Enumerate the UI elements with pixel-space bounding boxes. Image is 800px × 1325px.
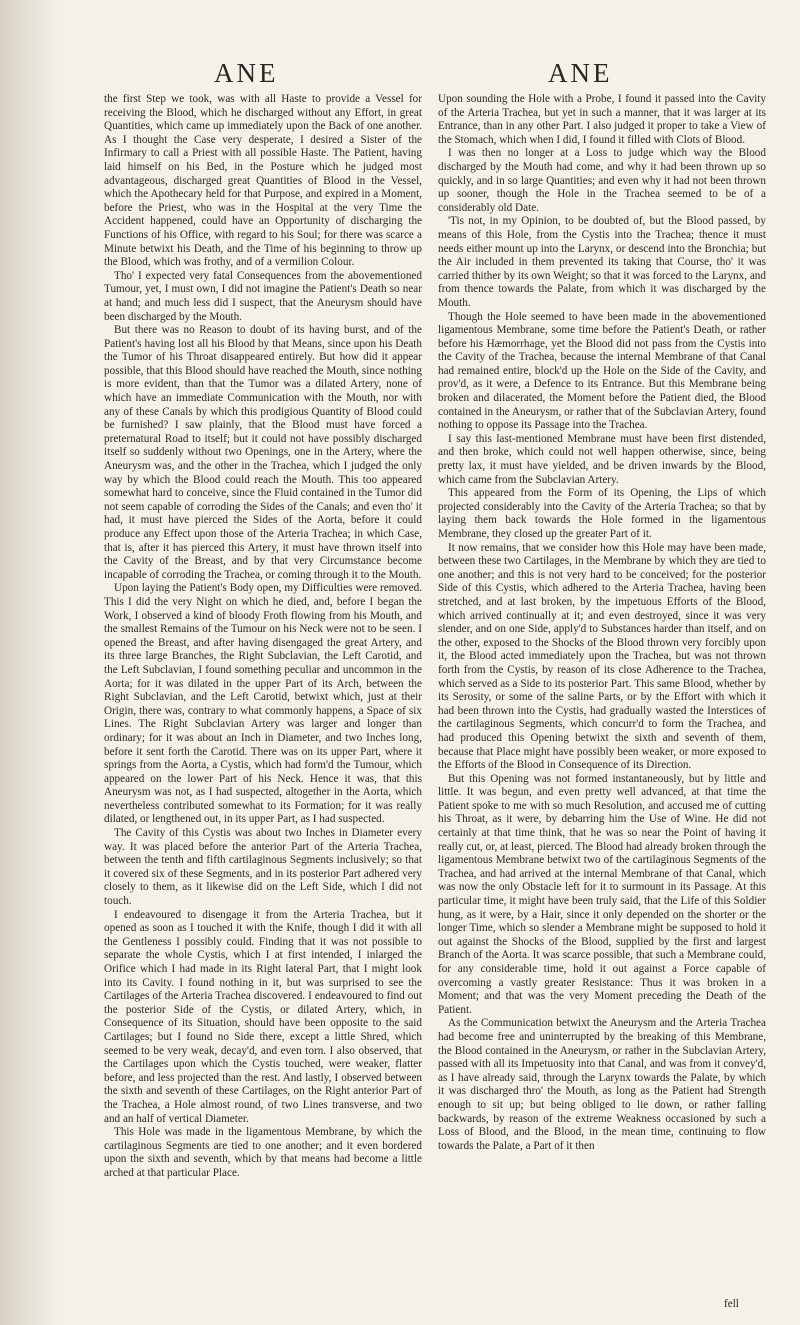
paragraph: But there was no Reason to doubt of its having burst, and of the Patient's having lost all his Blood by that Means, since upon his Death the Tumor of his Throat disappeared entirely. But how did it appear possible, that this Blood should have reached the Mouth, since nothing is more evident, than that the Tumor was a dilated Artery, none of which have an immediate Communication with the Mouth, nor with any of these Canals by which this prodigious Quantity of Blood could be furnished? I saw plainly, that the Blood must have forced a preternatural Road to itself; but it could not have possibly discharged itself so suddenly without two Openings, one in the Artery, where the Aneurysm was, and the other in the Trachea, which I judged the only way by which the Blood could reach the Mouth. This too appeared somewhat hard to conceive, since the Fluid contained in the Tumor did not seem capable of corroding the Sides of the Canals; and even tho' it had, it must have pierced the Sides of the Aorta, before it could produce any Effect upon those of the Arteria Trachea; in which Case, that is, after it has pierced this Artery, it must have thrown itself into the Cavity of the Breast, and by that very Circumstance become incapable of corroding the Trachea, or coming through it to the Mouth. [104,324,422,581]
paragraph: As the Communication betwixt the Aneurysm and the Arteria Trachea had become free and uninterrupted by the breaking of this Membrane, the Blood contained in the Aneurysm, or rather in the Subclavian Artery, passed with all its Impetuosity into that Canal, and was from it convey'd, as I have already said, through the Larynx towards the Palate, by which it was discharged thro' the Mouth, as long as the Patient had Strength enough to sit up; but being obliged to lie down, or rather falling backwards, by reason of the extreme Weakness occasioned by such a Loss of Blood, and the Blood, in the mean time, continuing to flow towards the Palate, a Part of it then [438,1017,766,1152]
running-header-right: ANE [548,58,613,88]
paragraph: I was then no longer at a Loss to judge which way the Blood discharged by the Mouth had come, and why it had been thrown up so quickly, and in so large Quantities; and even why it had not been thrown up sooner, though the Hole in the Trachea seemed to be of a considerably old Date. [438,147,766,214]
paragraph: It now remains, that we consider how this Hole may have been made, between these two Cartilages, in the Membrane by which they are tied to one another; and this is not very hard to be conceived; for the posterior Side of this Cystis, which adhered to the Arteria Trachea, having been stretched, and at last broken, by the impetuous Efforts of the Blood, which arrived continually at it; and even destroyed, since it was very slender, and on one Side, apply'd to Substances harder than itself, and on the other, exposed to the Shocks of the Blood thrown very forcibly upon it, the Blood acted immediately upon the Trachea, but was not thrown forth from the Cystis, by reason of its close Adherence to the Trachea, which served as a Side to its posterior Part. This same Blood, whether by its Serosity, or some of the saline Parts, or by the Effort with which it had been thrown into the Cystis, had gradually wasted the Interstices of the cartilaginous Segments, which concurr'd to form the Trachea, and had produced this Opening betwixt the sixth and seventh of them, because that Place might have possibly been weaker, or more exposed to the Efforts of the Blood in Consequence of its Direction. [438,541,766,772]
paragraph: 'Tis not, in my Opinion, to be doubted of, but the Blood passed, by means of this Hole, from the Cystis into the Trachea; thence it must needs either mount up into the Larynx, or descend into the Bronchia; but the Air included in them prevented its taking that Course, tho' it was carried thither by its own Weight; so that it was forced to the Larynx, and from thence towards the Palate, from which it was discharged by the Mouth. [438,215,766,309]
paragraph: the first Step we took, was with all Haste to provide a Vessel for receiving the Blood, which he discharged without any Effort, in great Quantities, which came up immediately upon the Back of one another. As I thought the Case very desperate, I desired a Sister of the Infirmary to call a Priest with all possible Haste. The Patient, having laid himself on his Bed, in the Posture which he judged most advantageous, discharged great Quantities of Blood in the Vessel, which the Apothecary held for that Purpose, and expired in a Moment, before the Priest, who was in the Hospital at the very Time the Accident happened, could have an Opportunity of discharging the Functions of his Office, with regard to his Soul; for there was scarce a Minute betwixt his Death, and the Time of his beginning to throw up the Blood, which was frothy, and of a vermilion Colour. [104,93,422,269]
paragraph: I endeavoured to disengage it from the Arteria Trachea, but it opened as soon as I touched it with the Knife, though I did it with all the Gentleness I possibly could. Finding that it was not possible to separate the whole Cystis, which I at first intended, I inlarged the Orifice which I had made in its Right lateral Part, that I might look into its Cavity. I found nothing in it, but was surprised to see the Cartilages of the Arteria Trachea discovered. I endeavoured to find out the posterior Side of the Cystis, or dilated Artery, which, in Consequence of its Situation, should have been opposite to the said Cartilages; but I found no Side there, except a little Shred, which seemed to be very weak, decay'd, and even torn. I also observed, that the Cartilages upon which the Cystis touched, were weaker, flatter before, and less projected than the rest. And lastly, I observed between the sixth and seventh of these Cartilages, on the Right anterior Part of the Trachea, a Hole almost round, of two Lines transverse, and two and an half of vertical Diameter. [104,908,422,1125]
paragraph: Upon sounding the Hole with a Probe, I found it passed into the Cavity of the Arteria Trachea, but yet in such a manner, that it was larger at its Entrance, than in any other Part. I also judged it proper to take a View of the Stomach, which when I did, I found it filled with Clots of Blood. [438,93,766,146]
paragraph: The Cavity of this Cystis was about two Inches in Diameter every way. It was placed before the anterior Part of the Arteria Trachea, between the tenth and fifth cartilaginous Segments inclusively; so that it covered six of these Segments, and in its posterior Part adhered very closely to them, as it likewise did on the Left Side, which I did not touch. [104,827,422,908]
paragraph: Tho' I expected very fatal Consequences from the abovementioned Tumour, yet, I must own, I did not imagine the Patient's Death so near at hand; and much less did I suspect, that the Aneurysm should have been discharged by the Mouth. [104,269,422,323]
paragraph: This appeared from the Form of its Opening, the Lips of which projected considerably into the Cavity of the Arteria Trachea; so that by laying them back towards the Hole formed in the ligamentous Membrane, they closed up the greater Part of it. [438,487,766,540]
paragraph: Though the Hole seemed to have been made in the abovementioned ligamentous Membrane, some time before the Patient's Death, or rather before his Hæmorrhage, yet the Blood did not pass from the Cystis into the Cavity of the Trachea, because the internal Membrane of that Canal had remained entire, block'd up the Hole on the Side of the Cavity, and prov'd, as it were, a Defence to its Entrance. But this Membrane being broken and dilacerated, the Moment before the Patient died, the Blood contained in the Aneurysm, or rather that of the Subclavian Artery, found nothing to oppose its Passage into the Trachea. [438,310,766,432]
paragraph: Upon laying the Patient's Body open, my Difficulties were removed. This I did the very Night on which he died, and, before I began the Work, I observed a kind of bloody Froth flowing from his Mouth, and the smallest Remains of the Tumour on his Neck were not to be seen. I opened the Breast, and after having disengaged the great Artery, and its three large Branches, the Right Subclavian, the Left Carotid, and the Left Subclavian, I found something peculiar and uncommon in the Aorta; for it was dilated in the upper Part of its Arch, between the Right Subclavian, and the Left Carotid, betwixt which, just at their Origin, there was, contrary to what commonly happens, a Space of six Lines. The Right Subclavian Artery was larger and longer than ordinary; for it was about an Inch in Diameter, and two Inches long, before it sent forth the Carotid. There was on its upper Part, where it springs from the Aorta, a Cystis, which had form'd the Tumour, which appeared on the lower Part of his Neck. Hence it was, that this Aneurysm was not, as I had suspected, altogether in the Aorta, which nevertheless contributed somewhat to its Formation; for it was really dilated, or lengthened out, in its upper Part, as I had suspected. [104,582,422,826]
paragraph: This Hole was made in the ligamentous Membrane, by which the cartilaginous Segments are tied to one another; and it even bordered upon the sixth and seventh, which by that means had become a little arched at that particular Place. [104,1126,422,1179]
running-header-left: ANE [214,58,279,88]
left-column [104,93,422,1181]
paragraph: I say this last-mentioned Membrane must have been first distended, and then broke, which could not well happen otherwise, since, being pretty lax, it must have yielded, and be driven inwards by the Blood, which came from the Subclavian Artery. [438,432,766,486]
right-column [438,93,766,1153]
paragraph: But this Opening was not formed instantaneously, but by little and little. It was begun, and even pretty well advanced, at that time the Patient spoke to me with so much Resolution, and accused me of cutting his Throat, as it were, by debarring him the Use of Wine. He did not certainly at that time think, that he was so near the Point of having it really cut, or, at least, pierced. The Blood had already broken through the ligamentous Membrane betwixt two of the cartilaginous Segments of the Trachea, and had arrived at the internal Membrane of that Canal, which was now the only Obstacle left for it to surmount in its Passage. At this particular time, it might have been truly said, that the Life of this Soldier hung, as it were, by a Hair, since it only depended on the shorter or the longer Time, which so slender a Membrane might be supposed to hold it out against the Shocks of the Blood, supplied by the first and largest Branch of the Aorta. It was scarce possible, that such a Membrane could, for any considerable time, hold it out against a Force capable of overcoming a vastly greater Resistance: Thus it was broken in a Moment; and that was the very Moment preceding the Death of the Patient. [438,772,766,1016]
page-gutter-shadow [0,0,60,1325]
catchword: fell [724,1298,739,1310]
